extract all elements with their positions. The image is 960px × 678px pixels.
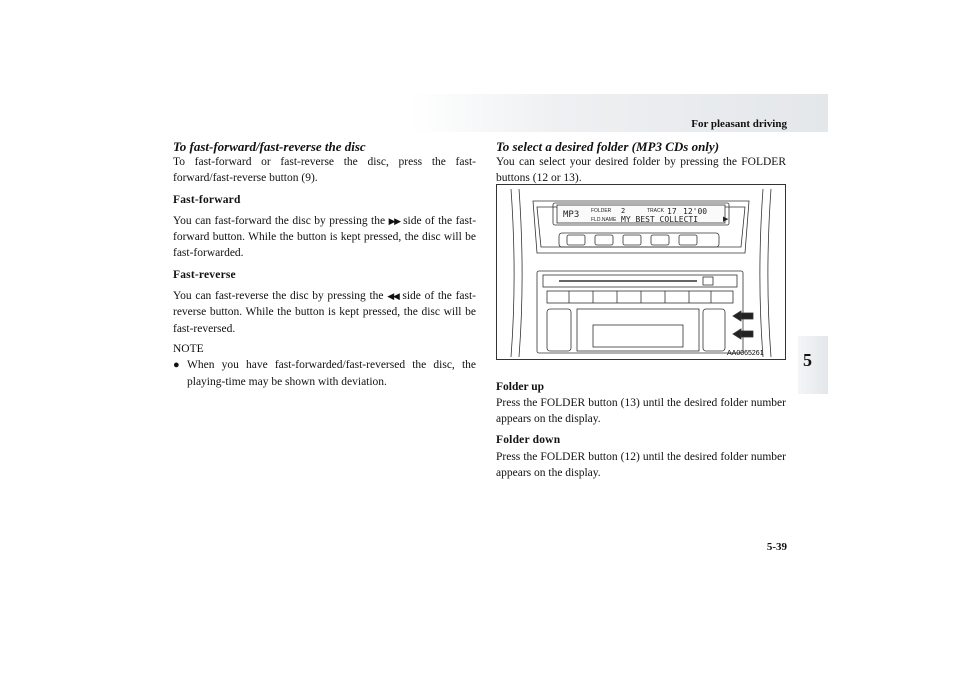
fast-forward-reverse-heading: To fast-forward/fast-reverse the disc	[173, 139, 366, 154]
fast-forward-title: Fast-forward	[173, 193, 241, 206]
display-track-value: 17	[667, 207, 677, 216]
note-text: When you have fast-forwarded/fast-reversed the disc, the playing-time may be shown with deviation.	[187, 359, 476, 388]
fast-forward-icon: ▶▶	[388, 215, 400, 226]
display-track-label: TRACK	[647, 208, 664, 214]
display-folder-label: FOLDER	[591, 208, 612, 214]
bullet-icon: ●	[173, 359, 180, 372]
fast-reverse-icon: ◀◀	[387, 291, 399, 302]
figure-code: AA0065261	[727, 350, 764, 357]
folder-down-title: Folder down	[496, 434, 561, 447]
audio-unit-figure	[496, 184, 786, 360]
display-mode: MP3	[563, 210, 580, 220]
audio-unit-illustration	[497, 185, 785, 359]
fast-forward-text: You can fast-forward the disc by pressing the ▶▶ side of the fast-forward button. While the button is kept pressed, the disc will be fast-forwarded.	[173, 214, 477, 260]
fast-reverse-text: You can fast-reverse the disc by pressing the ◀◀ side of the fast-reverse button. While the button is kept pressed, the disc will be fast-reversed.	[173, 290, 477, 335]
display-fld-value: MY BEST COLLECTI	[621, 215, 699, 224]
chapter-number: 5	[803, 350, 812, 370]
section-title: For pleasant driving	[691, 118, 787, 130]
select-folder-intro: You can select your desired folder by pressing the FOLDER buttons (12 or 13).	[496, 156, 786, 185]
folder-up-text: Press the FOLDER button (13) until the desired folder number appears on the display.	[496, 396, 786, 426]
fast-reverse-title: Fast-reverse	[173, 268, 236, 281]
note-label: NOTE	[173, 342, 204, 355]
display-fld-label: FLD.NAME	[591, 217, 617, 223]
display-play-icon: ▶	[723, 216, 729, 223]
fast-forward-reverse-intro: To fast-forward or fast-reverse the disc, press the fast-forward/fast-reverse button (9).	[173, 156, 476, 185]
folder-up-title: Folder up	[496, 380, 545, 393]
folder-down-text: Press the FOLDER button (12) until the desired folder number appears on the display.	[496, 450, 786, 480]
page-number: 5-39	[766, 541, 787, 553]
display-time: 12'00	[683, 207, 708, 216]
left-column	[173, 139, 476, 390]
select-folder-heading: To select a desired folder (MP3 CDs only)	[496, 139, 720, 154]
display-folder-value: 2	[621, 207, 626, 215]
note-item	[173, 357, 476, 390]
